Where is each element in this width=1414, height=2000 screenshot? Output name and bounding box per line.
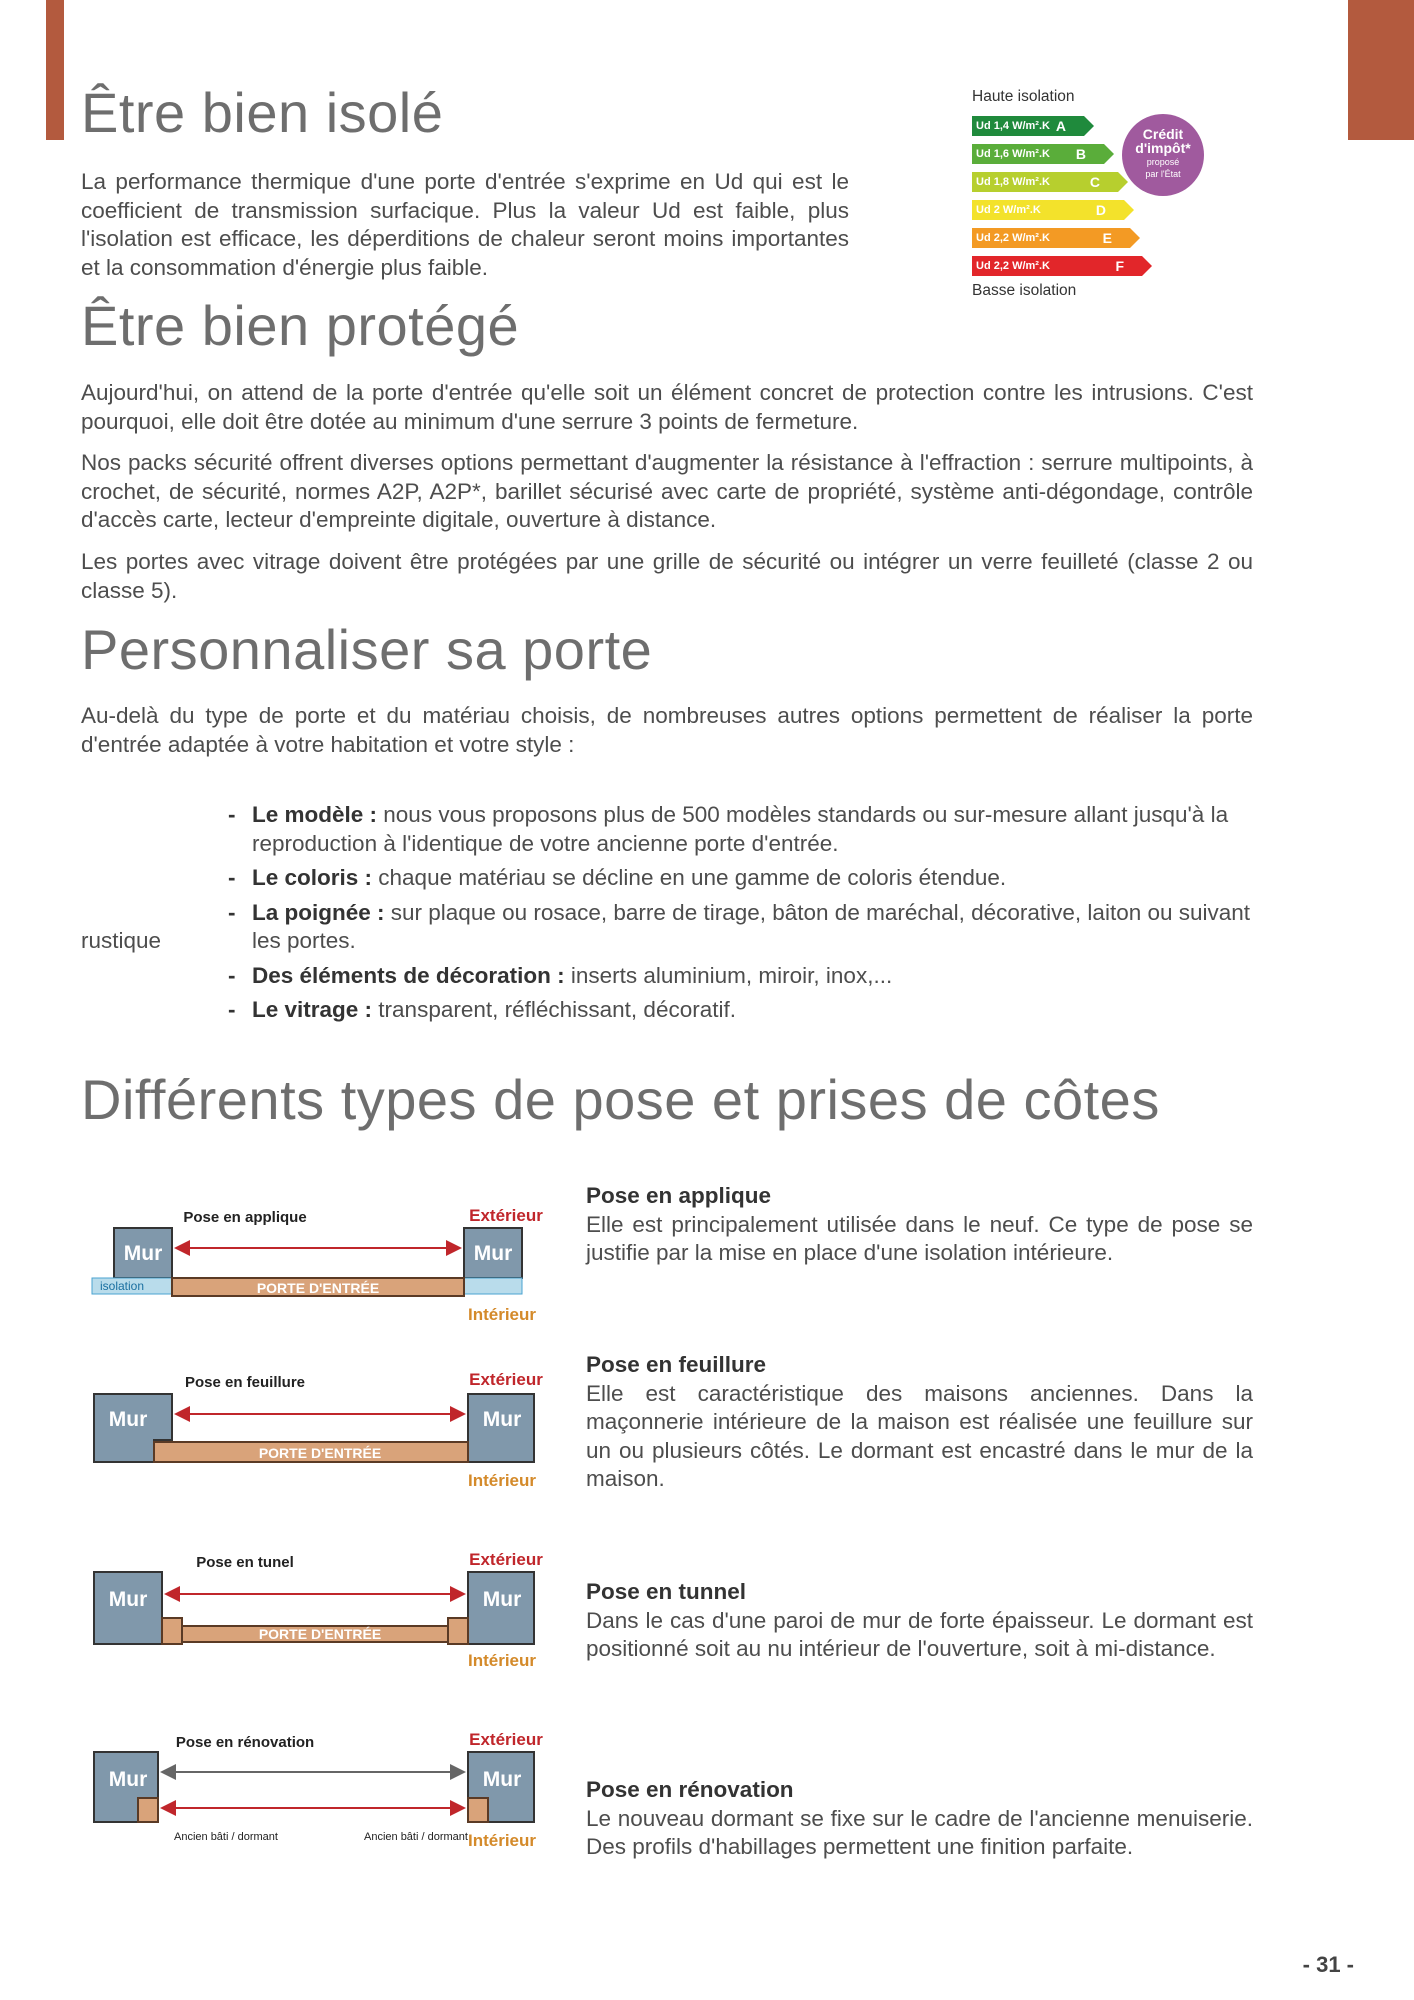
label-mur-left: Mur <box>108 1588 148 1611</box>
corner-accent-left <box>46 0 64 140</box>
pose-feuillure <box>586 1351 1253 1494</box>
energy-bar-e: Ud 2,2 W/m².K E <box>972 228 1130 248</box>
diagram-feuillure <box>88 1362 558 1502</box>
list-item: - La poignée : sur plaque ou rosace, barre de tirage, bâton de maréchal, décorative, laiton ou suivant les portes. <box>226 899 1253 956</box>
pose-tunnel <box>586 1578 1253 1664</box>
label-exterieur: Extérieur <box>469 1370 543 1389</box>
label-porte: PORTE D'ENTRÉE <box>256 1280 380 1296</box>
label-mur-left: Mur <box>108 1768 148 1791</box>
diagram-title: Pose en tunel <box>196 1554 294 1571</box>
options-list <box>226 801 1253 1031</box>
label-isolation: isolation <box>100 1279 145 1293</box>
label-porte: PORTE D'ENTRÉE <box>258 1626 382 1642</box>
pose-renovation <box>586 1776 1253 1862</box>
label-mur-right: Mur <box>482 1588 522 1611</box>
list-item: - Le modèle : nous vous proposons plus de 500 modèles standards ou sur-mesure allant jusqu'à la reproduction à l'identique de votre ancienne porte d'entrée. <box>226 801 1253 858</box>
label-mur-left: Mur <box>123 1242 163 1265</box>
energy-top-caption: Haute isolation <box>972 88 1075 105</box>
pose-title: Pose en feuillure <box>586 1352 767 1377</box>
tax-credit-badge: Crédit d'impôt* proposé par l'État <box>1122 114 1204 196</box>
energy-bar-b: Ud 1,6 W/m².K B <box>972 144 1104 164</box>
pose-title: Pose en applique <box>586 1183 772 1208</box>
protege-paragraph-2: Nos packs sécurité offrent diverses options permettant d'augmenter la résistance à l'effraction : serrure multipoints, à crochet, de sécurité, normes A2P, A2P*, barillet sécurisé avec carte de propriété, système anti-dégondage, contrôle d'accès carte, lecteur d'empreinte digitale, ouverture à distance. <box>81 450 1253 532</box>
list-item: - Le vitrage : transparent, réfléchissant, décoratif. <box>226 996 1253 1025</box>
heading-personnaliser: Personnaliser sa porte <box>81 618 653 681</box>
label-exterieur: Extérieur <box>469 1206 543 1225</box>
pose-text: Elle est principalement utilisée dans le neuf. Ce type de pose se justifie par la mise en place d'une isolation intérieure. <box>586 1211 1253 1265</box>
diagram-title: Pose en applique <box>183 1209 307 1226</box>
protege-paragraph-3: Les portes avec vitrage doivent être protégées par une grille de sécurité ou intégrer un verre feuilleté (classe 2 ou classe 5). <box>81 549 1253 603</box>
label-interieur: Intérieur <box>467 1651 537 1670</box>
label-exterieur: Extérieur <box>469 1550 543 1569</box>
pose-text: Le nouveau dormant se fixe sur le cadre de l'ancienne menuiserie. Des profils d'habillages permettent une finition parfaite. <box>586 1805 1253 1859</box>
label-mur-right: Mur <box>482 1768 522 1791</box>
energy-bar-a: Ud 1,4 W/m².K A <box>972 116 1084 136</box>
list-item: - Le coloris : chaque matériau se décline en une gamme de coloris étendue. <box>226 864 1253 893</box>
label-mur-right: Mur <box>473 1242 513 1265</box>
energy-bar-f: Ud 2,2 W/m².K F <box>972 256 1142 276</box>
label-mur-left: Mur <box>108 1408 148 1431</box>
page-number: - 31 - <box>1302 1952 1354 1977</box>
energy-bar-c: Ud 1,8 W/m².K C <box>972 172 1118 192</box>
energy-bottom-caption: Basse isolation <box>972 282 1077 299</box>
label-mur-right: Mur <box>482 1408 522 1431</box>
isole-paragraph: La performance thermique d'une porte d'entrée s'exprime en Ud qui est le coefficient de transmission surfacique. Plus la valeur Ud est faible, plus l'isolation est efficace, les déperditions de chaleur seront moins importantes et la consommation d'énergie plus faible. <box>81 169 849 280</box>
label-ancien-left: Ancien bâti / dormant <box>174 1831 278 1843</box>
energy-bar-d: Ud 2 W/m².K D <box>972 200 1124 220</box>
label-interieur: Intérieur <box>467 1831 537 1850</box>
heading-types-pose: Différents types de pose et prises de côtes <box>81 1068 1160 1131</box>
label-ancien-right: Ancien bâti / dormant <box>364 1831 468 1843</box>
label-exterieur: Extérieur <box>469 1730 543 1749</box>
corner-accent-right <box>1348 0 1414 140</box>
diagram-applique <box>88 1196 558 1336</box>
diagram-tunnel <box>88 1542 558 1682</box>
pose-text: Dans le cas d'une paroi de mur de forte épaisseur. Le dormant est positionné soit au nu intérieur de l'ouverture, soit à mi-distance. <box>586 1607 1253 1661</box>
heading-isole: Être bien isolé <box>81 81 444 144</box>
label-interieur: Intérieur <box>467 1471 537 1490</box>
diagram-title: Pose en rénovation <box>175 1734 315 1751</box>
pose-text: Elle est caractéristique des maisons anciennes. Dans la maçonnerie intérieure de la maison est réalisée une feuillure sur un ou plusieurs côtés. Le dormant est encastré dans le mur de la maison. <box>586 1380 1253 1491</box>
personnaliser-intro: Au-delà du type de porte et du matériau choisis, de nombreuses autres options permettent de réaliser la porte d'entrée adaptée à votre habitation et votre style : <box>81 703 1253 757</box>
rustique-text: rustique <box>81 928 162 953</box>
label-porte: PORTE D'ENTRÉE <box>258 1445 382 1461</box>
heading-protege: Être bien protégé <box>81 294 520 357</box>
diagram-renovation <box>88 1722 558 1862</box>
list-item: - Des éléments de décoration : inserts aluminium, miroir, inox,... <box>226 962 1253 991</box>
energy-label <box>972 86 1212 306</box>
protege-paragraph-1: Aujourd'hui, on attend de la porte d'entrée qu'elle soit un élément concret de protection contre les intrusions. C'est pourquoi, elle doit être dotée au minimum d'une serrure 3 points de fermeture. <box>81 380 1253 434</box>
diagram-title: Pose en feuillure <box>184 1374 306 1391</box>
pose-applique <box>586 1182 1253 1268</box>
pose-title: Pose en tunnel <box>586 1579 747 1604</box>
label-interieur: Intérieur <box>467 1305 537 1324</box>
pose-title: Pose en rénovation <box>586 1777 794 1802</box>
